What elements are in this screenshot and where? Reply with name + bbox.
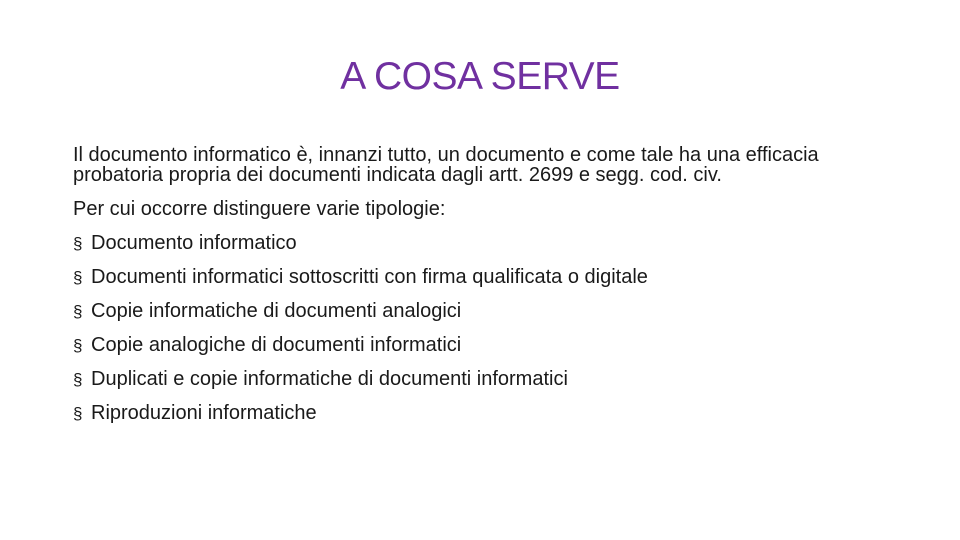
list-item-text: Duplicati e copie informatiche di documenti informatici xyxy=(91,368,568,390)
types-lead-paragraph: Per cui occorre distinguere varie tipologie: xyxy=(73,198,446,220)
list-item xyxy=(73,403,893,423)
list-item xyxy=(73,369,893,389)
list-item-text: Documenti informatici sottoscritti con firma qualificata o digitale xyxy=(91,266,648,288)
bullet-marker: § xyxy=(73,302,83,321)
types-list xyxy=(73,233,893,423)
bullet-marker: § xyxy=(73,268,83,287)
list-item xyxy=(73,267,893,287)
list-item xyxy=(73,233,893,253)
slide-body xyxy=(73,145,893,437)
bullet-marker: § xyxy=(73,370,83,389)
list-item-text: Copie analogiche di documenti informatici xyxy=(91,334,462,356)
list-item xyxy=(73,301,893,321)
intro-paragraph: Il documento informatico è, innanzi tutto, un documento e come tale ha una efficacia probatoria propria dei documenti indicata dagli artt. 2699 e segg. cod. civ. xyxy=(73,144,819,186)
bullet-marker: § xyxy=(73,404,83,423)
list-item xyxy=(73,335,893,355)
bullet-marker: § xyxy=(73,234,83,253)
list-item-text: Copie informatiche di documenti analogici xyxy=(91,300,462,322)
list-item-text: Riproduzioni informatiche xyxy=(91,402,317,424)
slide-title: A COSA SERVE xyxy=(340,55,620,98)
list-item-text: Documento informatico xyxy=(91,232,297,254)
bullet-marker: § xyxy=(73,336,83,355)
